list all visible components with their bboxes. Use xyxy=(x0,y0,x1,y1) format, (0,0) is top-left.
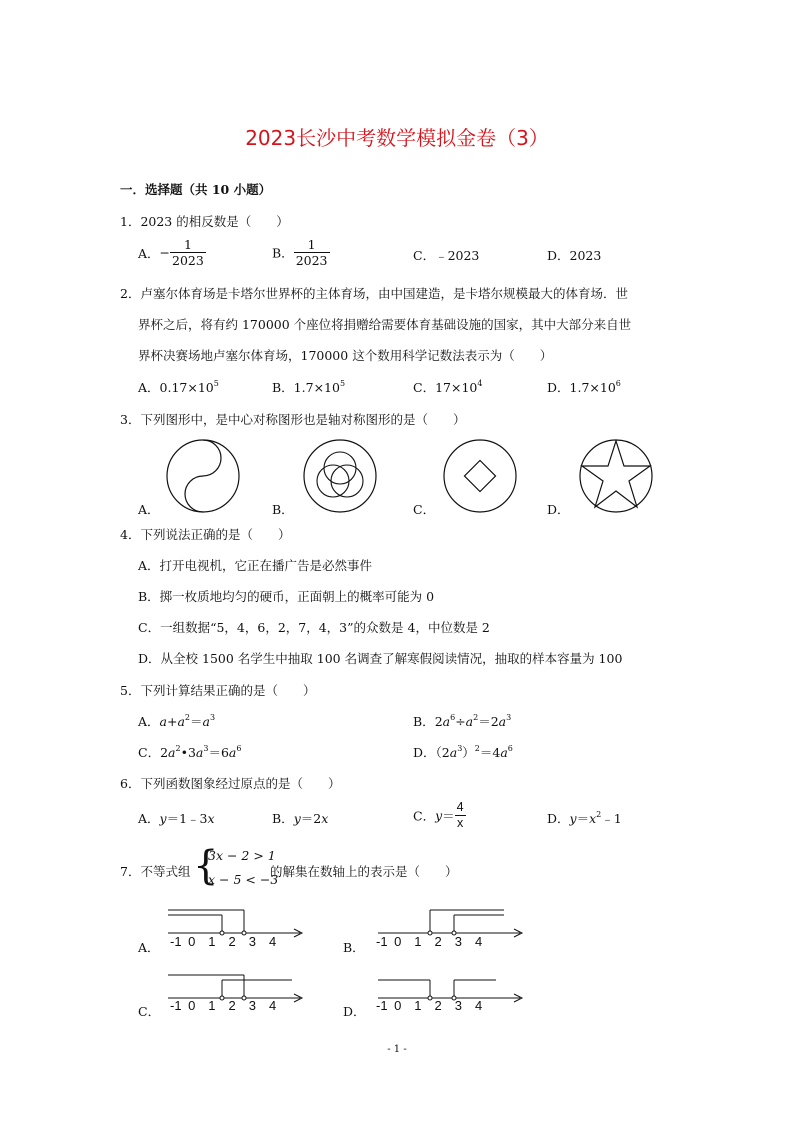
q4-stem: 4．下列说法正确的是（ ） xyxy=(120,527,291,542)
q5-option-d: D．$(2a^3)^2=4a^6$ xyxy=(413,744,513,760)
three-petal-figure xyxy=(300,436,380,516)
q5-option-a: A．$a+a^2=a^3$ xyxy=(138,713,216,729)
coin-square-figure xyxy=(440,436,520,516)
axis-ticks-b: -1 0 1 2 3 4 xyxy=(376,934,483,949)
yin-yang-figure xyxy=(163,436,243,516)
q5-stem: 5．下列计算结果正确的是（ ） xyxy=(120,683,316,698)
q1-option-d: D．2023 xyxy=(547,248,602,263)
q4-option-a: A．打开电视机，它正在播广告是必然事件 xyxy=(138,558,373,573)
axis-ticks-a: -1 0 1 2 3 4 xyxy=(170,934,277,949)
q3-option-a: A． xyxy=(138,502,160,517)
q2-line2: 界杯之后，将有约 170000 个座位将捐赠给需要体育基础设施的国家，其中大部分来自世 xyxy=(138,317,632,332)
q5-option-c: C．$2a^2•3a^3=6a^6$ xyxy=(138,744,242,760)
q2-option-b: B．$1.7\times 10^5$ xyxy=(272,379,346,395)
q4-option-c: C．一组数据“5，4，6，2，7，4，3”的众数是 4，中位数是 2 xyxy=(138,620,490,635)
page-title: 2023长沙中考数学模拟金卷（3） xyxy=(245,126,549,150)
q2-option-c: C．$17\times 10^4$ xyxy=(413,379,483,395)
q2-line3: 界杯决赛场地卢塞尔体育场，170000 这个数用科学记数法表示为（ ） xyxy=(138,348,553,363)
q3-option-c: C． xyxy=(413,502,436,517)
q6-option-a: A．y＝1﹣3x xyxy=(138,811,215,826)
q7-option-a: A． xyxy=(138,940,160,955)
q7-option-c: C． xyxy=(138,1004,161,1019)
q7-stem-post: 的解集在数轴上的表示是（ ） xyxy=(270,864,458,879)
q2-option-d: D．$1.7\times 10^6$ xyxy=(547,379,621,395)
axis-ticks-c: -1 0 1 2 3 4 xyxy=(170,998,277,1013)
q2-option-a: A．$0.17\times 10^5$ xyxy=(138,379,219,395)
q5-option-b: B．$2a^6\div a^2=2a^3$ xyxy=(413,713,512,729)
q1-option-a: A．− $\frac{1}{2023}$ xyxy=(138,237,204,268)
q2-line1: 2．卢塞尔体育场是卡塔尔世界杯的主体育场，由中国建造，是卡塔尔规模最大的体育场．世 xyxy=(120,286,628,301)
axis-ticks-d: -1 0 1 2 3 4 xyxy=(376,998,483,1013)
q4-option-d: D．从全校 1500 名学生中抽取 100 名调查了解寒假阅读情况，抽取的样本容量为 100 xyxy=(138,651,623,666)
system-brace: { xyxy=(193,843,219,889)
q7-option-d: D． xyxy=(343,1004,366,1019)
q7-system-line1: 3x − 2 > 1 xyxy=(208,848,276,863)
q3-option-d: D． xyxy=(547,502,570,517)
q1-stem: 1．2023 的相反数是（ ） xyxy=(120,214,289,229)
star-figure xyxy=(576,436,656,516)
q7-system-line2: x − 5 < −3 xyxy=(208,872,279,887)
q6-option-b: B．y＝2x xyxy=(272,811,329,826)
section-heading: 一．选择题（共 10 小题） xyxy=(120,182,272,197)
q6-stem: 6．下列函数图象经过原点的是（ ） xyxy=(120,776,341,791)
q3-option-b: B． xyxy=(272,502,294,517)
q7-option-b: B． xyxy=(343,940,365,955)
q1-option-c: C．﹣2023 xyxy=(413,248,480,263)
q4-option-b: B．掷一枚质地均匀的硬币，正面朝上的概率可能为 0 xyxy=(138,589,435,604)
q7-stem-pre: 7．不等式组 xyxy=(120,864,191,879)
q3-stem: 3．下列图形中，是中心对称图形也是轴对称图形的是（ ） xyxy=(120,412,466,427)
page-number: - 1 - xyxy=(387,1044,407,1055)
q6-option-d: D．$y=x^2﹣1$ xyxy=(547,810,622,826)
q1-option-b: B． $\frac{1}{2023}$ xyxy=(272,237,328,268)
q6-option-c: C．y＝ $\frac{4}{x}$ xyxy=(413,800,464,830)
